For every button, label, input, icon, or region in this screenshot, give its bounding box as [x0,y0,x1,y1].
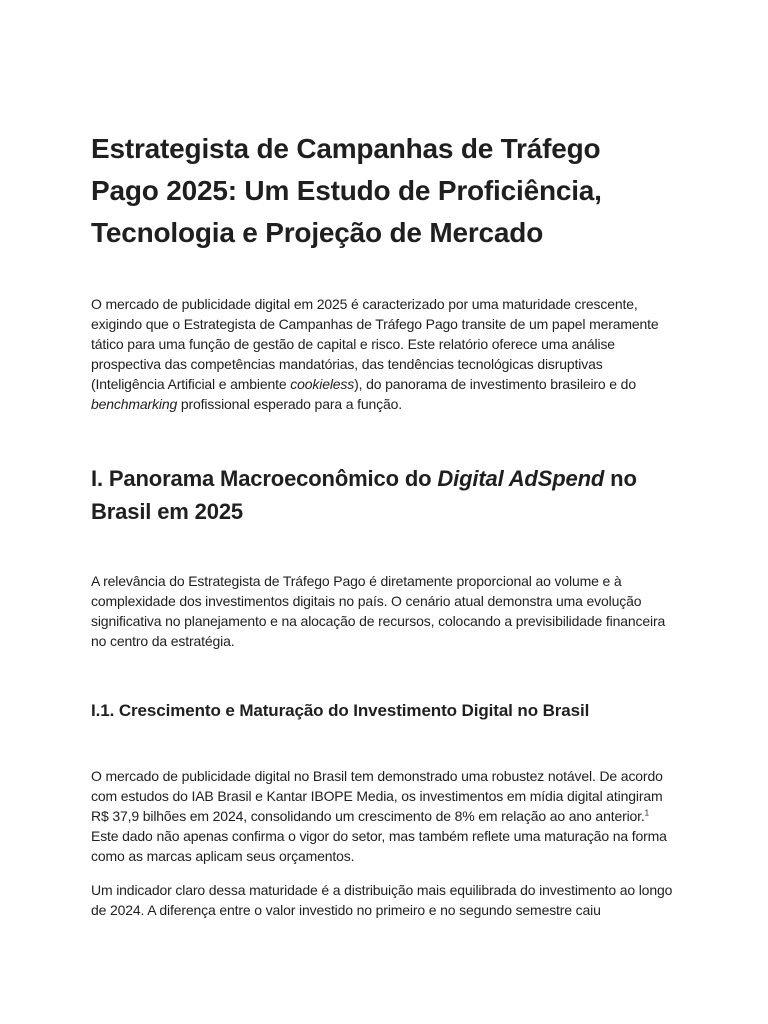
document-title [91,128,676,254]
intro-text-2: ), do panorama de investimento brasileiro e do [354,376,636,392]
section-1-heading-line-2: Brasil em 2025 [91,499,244,524]
section-1-heading-post: no [604,466,637,491]
title-line-3: Tecnologia e Projeção de Mercado [91,217,544,248]
title-line-2: Pago 2025: Um Estudo de Proficiência, [91,175,602,206]
section-1-heading [91,462,676,528]
intro-paragraph [91,294,676,414]
intro-italic-benchmarking: benchmarking [91,396,178,412]
section-1-heading-line-1 [91,462,676,495]
intro-text-1: O mercado de publicidade digital em 2025 é caracterizado por uma maturidade crescente, exigindo que o Estrategista de Campanhas de Tráfego Pago transite de um papel meramente tático para uma função de gestão de capital e risco. Este relatório oferece uma análise prospectiva das competências mandatórias, das tendências tecnológicas disruptivas (Inteligência Artificial e ambiente [91,296,659,392]
section-1-heading-pre: I. Panorama Macroeconômico do [91,466,438,491]
intro-text-3: profissional esperado para a função. [177,396,402,412]
section-1-paragraph: A relevância do Estrategista de Tráfego Pago é diretamente proporcional ao volume e à complexidade dos investimentos digitais no país. O cenário atual demonstra uma evolução significativa no planejamento e na alocação de recursos, colocando a previsibilidade financeira no centro da estratégia. [91,573,666,649]
subsection-1-1-paragraph-2: Um indicador claro dessa maturidade é a distribuição mais equilibrada do investimento ao longo de 2024. A diferença entre o valor investido no primeiro e no segundo semestre caiu [91,882,673,918]
section-1-heading-italic: Digital AdSpend [437,466,605,491]
title-line-1: Estrategista de Campanhas de Tráfego [91,133,601,164]
footnote-reference[interactable]: 1 [644,808,649,818]
subsection-1-1-text-1: O mercado de publicidade digital no Brasil tem demonstrado uma robustez notável. De acordo com estudos do IAB Brasil e Kantar IBOPE Media, os investimentos em mídia digital atingiram R$ 37,9 bilhões em 2024, consolidando um crescimento de 8% em relação ao ano anterior. [91,768,663,824]
subsection-1-1-heading: I.1. Crescimento e Maturação do Investimento Digital no Brasil [91,701,590,720]
subsection-1-1-text-2: Este dado não apenas confirma o vigor do setor, mas também reflete uma maturação na forma como as marcas aplicam seus orçamentos. [91,828,667,864]
subsection-1-1-paragraph-1 [91,766,676,866]
intro-italic-cookieless: cookieless [290,376,355,392]
